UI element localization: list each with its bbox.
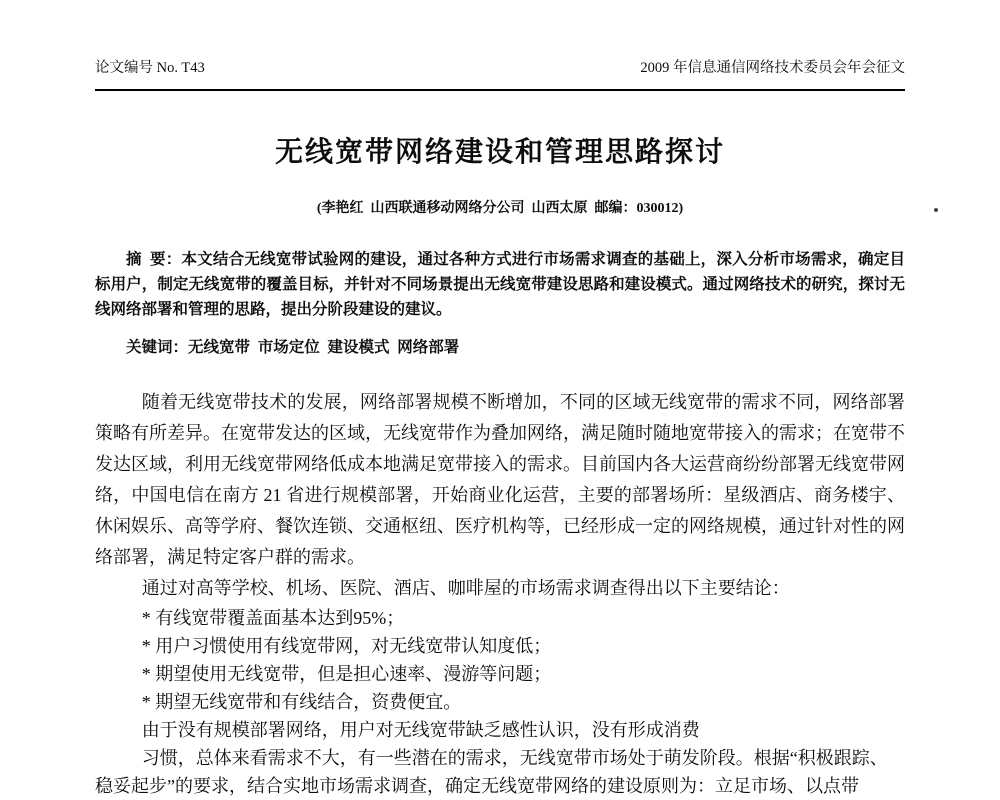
body-paragraph: 随着无线宽带技术的发展，网络部署规模不断增加，不同的区域无线宽带的需求不同，网络部署策略有所差异。在宽带发达的区域，无线宽带作为叠加网络，满足随时随地宽带接入的需求；在宽带不发达区域，利用无线宽带网络低成本地满足宽带接入的需求。目前国内各大运营商纷纷部署无线宽带网络，中国电信在南方 21 省进行规模部署，开始商业化运营，主要的部署场所：星级酒店、商务楼宇、休闲娱乐、高等学府、餐饮连锁、交通枢纽、医疗机构等，已经形成一定的网络规模，通过针对性的网络部署，满足特定客户群的需求。: [95, 392, 905, 567]
bullet-line: * 用户习惯使用有线宽带网，对无线宽带认知度低；: [141, 636, 552, 656]
keywords-text: 无线宽带 市场定位 建设模式 网络部署: [188, 339, 460, 356]
body-paragraph: 通过对高等学校、机场、医院、酒店、咖啡屋的市场需求调查得出以下主要结论：: [141, 578, 790, 598]
page-content: [95, 0, 905, 800]
author-line: (李艳红 山西联通移动网络分公司 山西太原 邮编：030012): [316, 201, 684, 216]
abstract-paragraph: [95, 247, 905, 322]
bullet-line: * 有线宽带覆盖面基本达到95%；: [141, 608, 405, 628]
conference-note: 2009 年信息通信网络技术委员会年会征文: [640, 60, 905, 76]
paper-number: 论文编号 No. T43: [95, 60, 205, 76]
bullet-line: * 期望无线宽带和有线结合，资费便宜。: [141, 692, 462, 712]
body-paragraph: 习惯，总体来看需求不大，有一些潜在的需求，无线宽带市场处于萌发阶段。根据“积极跟踪、: [141, 748, 888, 768]
scan-speck-dot: [934, 208, 938, 212]
abstract-text: 本文结合无线宽带试验网的建设，通过各种方式进行市场需求调查的基础上，深入分析市场需求，确定目标用户，制定无线宽带的覆盖目标，并针对不同场景提出无线宽带建设思路和建设模式。通过网络技术的研究，探讨无线网络部署和管理的思路，提出分阶段建设的建议。: [95, 251, 905, 318]
abstract-label: 摘 要：: [126, 251, 182, 268]
page-header: [95, 0, 905, 77]
bullet-line: * 期望使用无线宽带，但是担心速率、漫游等问题；: [141, 664, 552, 684]
header-rule: [95, 89, 905, 91]
paper-title: 无线宽带网络建设和管理思路探讨: [274, 137, 725, 168]
body-paragraph: 稳妥起步”的要求，结合实地市场需求调查，确定无线宽带网络的建设原则为：立足市场、以点带: [95, 776, 859, 796]
keywords-line: [95, 335, 905, 357]
body-text: [95, 387, 905, 800]
body-paragraph: 由于没有规模部署网络，用户对无线宽带缺乏感性认识，没有形成消费: [141, 720, 700, 740]
keywords-label: 关键词：: [126, 339, 189, 356]
